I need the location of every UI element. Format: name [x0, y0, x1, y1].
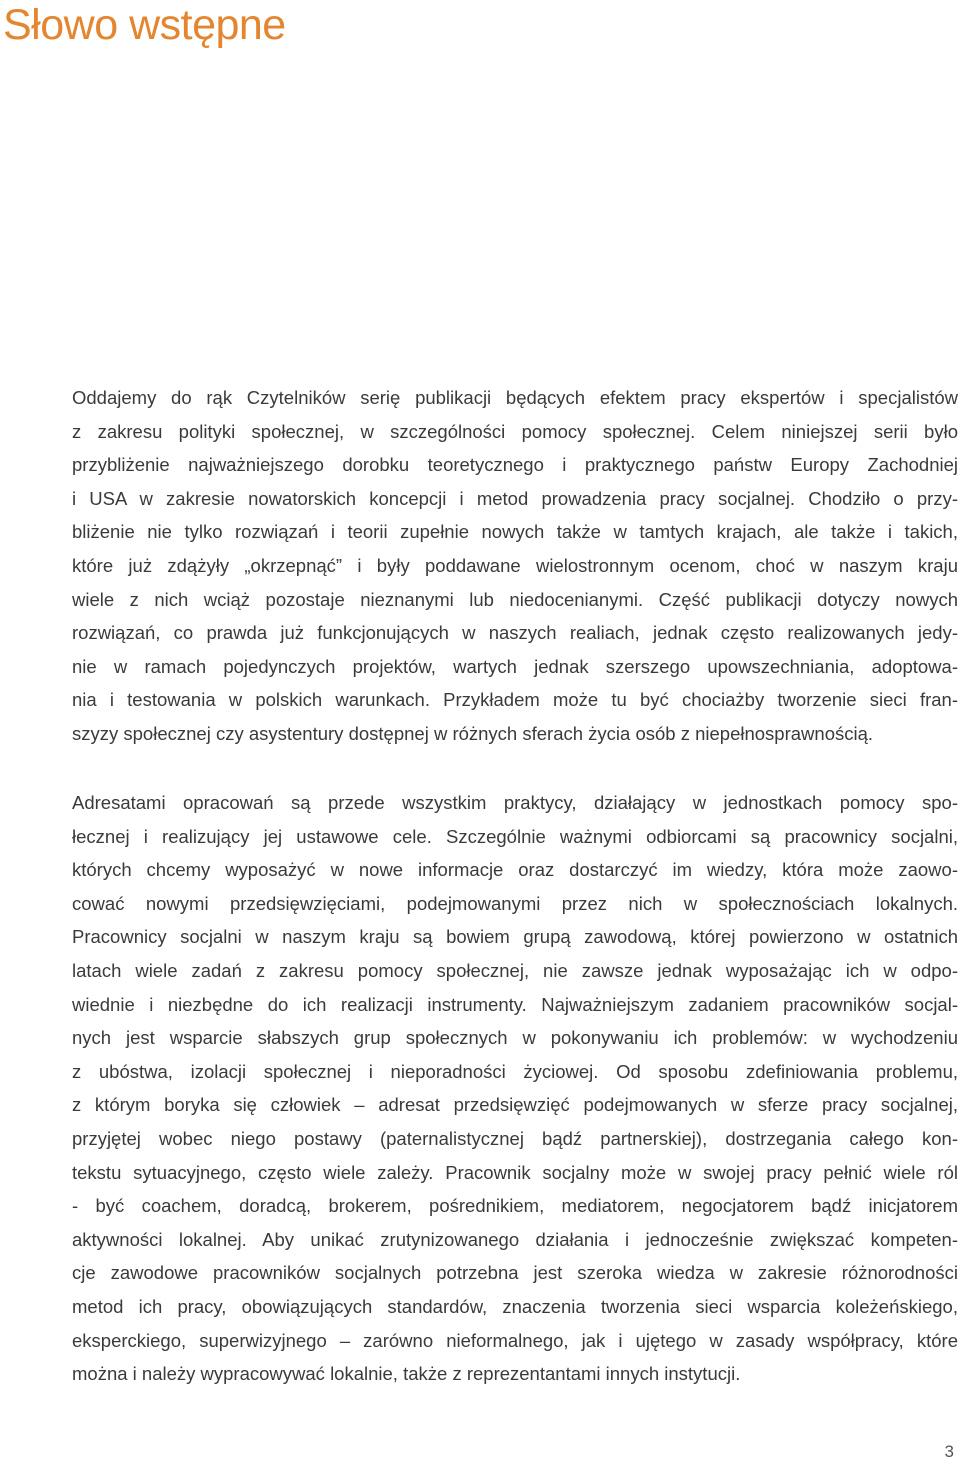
paragraph-addressees: [72, 786, 958, 1391]
paragraph-line: latach wiele zadań z zakresu pomocy społecznej, nie zawsze jednak wyposażając ich w odpo-: [72, 959, 958, 981]
paragraph-line: eksperckiego, superwizyjnego – zarówno nieformalnego, jak i ujętego w zasady współpracy, które: [72, 1329, 958, 1351]
page-title: Słowo wstępne: [3, 1, 286, 49]
paragraph-line: cje zawodowe pracowników socjalnych potrzebna jest szeroka wiedza w zakresie różnorodności: [72, 1262, 958, 1284]
paragraph-line: metod ich pracy, obowiązujących standardów, znaczenia tworzenia sieci wsparcia koleżeńskiego,: [72, 1295, 958, 1317]
paragraph-line: z zakresu polityki społecznej, w szczególności pomocy społecznej. Celem niniejszej serii było: [72, 420, 958, 442]
paragraph-intro: [72, 381, 958, 751]
paragraph-line: Oddajemy do rąk Czytelników serię publikacji będących efektem pracy ekspertów i specjalistów: [72, 387, 958, 408]
paragraph-line: łecznej i realizujący jej ustawowe cele. Szczególnie ważnymi odbiorcami są pracownicy socjalni,: [72, 825, 958, 847]
paragraph-line: i USA w zakresie nowatorskich koncepcji i metod prowadzenia pracy socjalnej. Chodziło o przy-: [72, 487, 958, 509]
paragraph-line: nie w ramach pojedynczych projektów, wartych jednak szerszego upowszechniania, adoptowa-: [72, 655, 958, 677]
page-number: 3: [944, 1442, 954, 1461]
paragraph-line: Pracownicy socjalni w naszym kraju są bowiem grupą zawodową, której powierzono w ostatnich: [72, 926, 958, 948]
paragraph-line: przyjętej wobec niego postawy (paternalistycznej bądź partnerskiej), dostrzegania całego kon-: [72, 1127, 958, 1149]
paragraph-line: aktywności lokalnej. Aby unikać zrutynizowanego działania i jednocześnie zwiększać kompeten-: [72, 1228, 958, 1250]
paragraph-line: - być coachem, doradcą, brokerem, pośrednikiem, mediatorem, negocjatorem bądź inicjatorem: [72, 1195, 958, 1217]
paragraph-line: które już zdążyły „okrzepnąć” i były poddawane wielostronnym ocenom, choć w naszym kraju: [72, 554, 958, 576]
paragraph-line: nia i testowania w polskich warunkach. Przykładem może tu być chociażby tworzenie sieci fran-: [72, 689, 958, 711]
paragraph-line: Adresatami opracowań są przede wszystkim praktycy, działający w jednostkach pomocy spo-: [72, 792, 958, 813]
paragraph-line: bliżenie nie tylko rozwiązań i teorii zupełnie nowych także w tamtych krajach, ale także i takich,: [72, 521, 958, 543]
paragraph-line: przybliżenie najważniejszego dorobku teoretycznego i praktycznego państw Europy Zachodniej: [72, 454, 958, 476]
paragraph-line: tekstu sytuacyjnego, często wiele zależy. Pracownik socjalny może w swojej pracy pełnić wiele ról: [72, 1161, 958, 1183]
paragraph-line: nych jest wsparcie słabszych grup społecznych w pokonywaniu ich problemów: w wychodzeniu: [72, 1027, 958, 1049]
paragraph-line: z którym boryka się człowiek – adresat przedsięwzięć podejmowanych w sferze pracy socjalnej,: [72, 1094, 958, 1116]
paragraph-line: wiednie i niezbędne do ich realizacji instrumenty. Najważniejszym zadaniem pracowników socjal-: [72, 993, 958, 1015]
paragraph-line: cować nowymi przedsięwzięciami, podejmowanymi przez nich w społecznościach lokalnych.: [72, 892, 958, 914]
paragraph-line: których chcemy wyposażyć w nowe informacje oraz dostarczyć im wiedzy, która może zaowo-: [72, 859, 958, 881]
paragraph-line: z ubóstwa, izolacji społecznej i nieporadności życiowej. Od sposobu zdefiniowania problemu,: [72, 1060, 958, 1082]
paragraph-line: można i należy wypracowywać lokalnie, także z reprezentantami innych instytucji.: [72, 1363, 741, 1385]
paragraph-line: szyzy społecznej czy asystentury dostępnej w różnych sferach życia osób z niepełnosprawnością.: [72, 722, 874, 744]
paragraph-line: rozwiązań, co prawda już funkcjonujących w naszych realiach, jednak często realizowanych jedy-: [72, 622, 958, 644]
paragraph-line: wiele z nich wciąż pozostaje nieznanymi lub niedocenianymi. Część publikacji dotyczy nowych: [72, 588, 958, 610]
